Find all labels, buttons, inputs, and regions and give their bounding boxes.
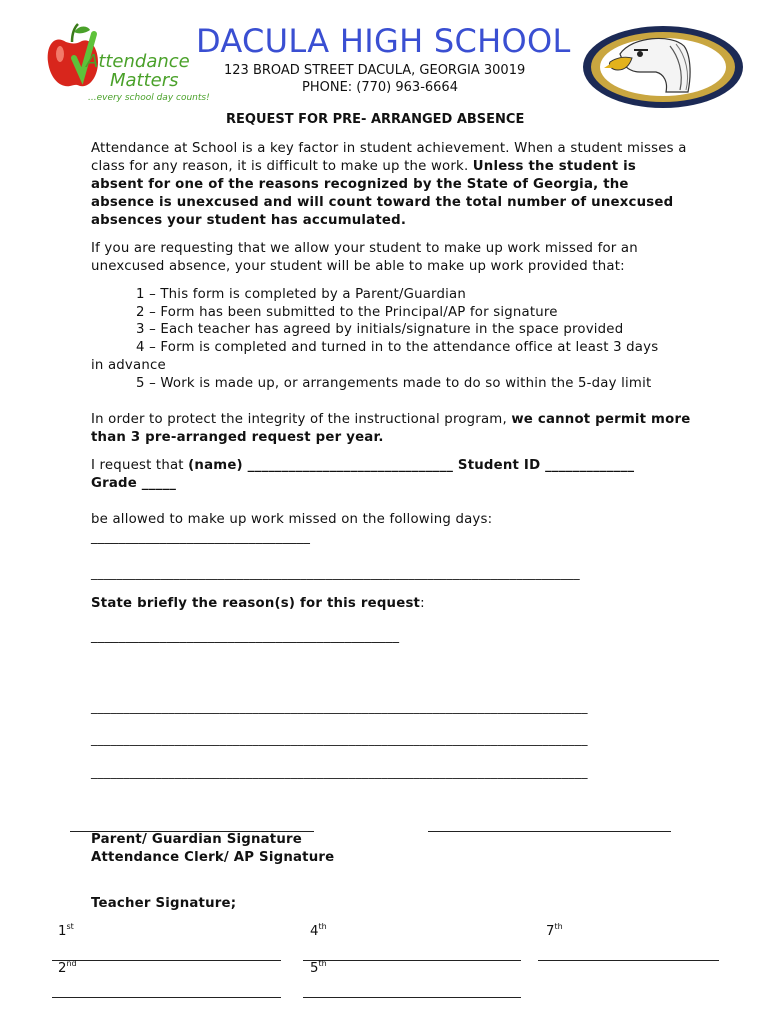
reason-input-line[interactable]: _____________________________________________	[91, 629, 400, 644]
period-1-signature-line[interactable]	[52, 960, 281, 961]
condition-item: 1 – This form is completed by a Parent/Guardian	[136, 287, 466, 302]
condition-item-continued: in advance	[91, 358, 166, 373]
condition-item: 3 – Each teacher has agreed by initials/signature in the space provided	[136, 322, 624, 337]
conditions-intro: If you are requesting that we allow your student to make up work missed for an unexcused absence, your student will be able to make up work provided that:	[91, 241, 638, 274]
school-address: 123 BROAD STREET DACULA, GEORGIA 30019	[224, 63, 526, 78]
integrity-paragraph	[91, 411, 691, 447]
condition-item: 4 – Form is completed and turned in to the attendance office at least 3 days	[136, 340, 659, 355]
eagle-emblem	[580, 24, 746, 110]
intro-text: Attendance at School is a key factor in student achievement. When a student misses a class for any reason, it is difficult to make up the work.	[91, 141, 687, 174]
reason-input-line-3[interactable]: _____________________________________________________________________________	[91, 731, 588, 746]
period-4-label: 4th	[310, 922, 327, 939]
attendance-matters-logo	[44, 20, 216, 108]
reason-colon: :	[420, 596, 425, 611]
request-line[interactable]	[91, 458, 634, 473]
teacher-signature-label: Teacher Signature;	[91, 896, 237, 911]
period-2-signature-line[interactable]	[52, 997, 281, 998]
condition-item: 5 – Work is made up, or arrangements made to do so within the 5-day limit	[136, 376, 652, 391]
clerk-signature-line[interactable]	[428, 831, 671, 832]
name-and-id-fields[interactable]: (name) ______________________________ Student ID _____________	[188, 458, 635, 473]
school-name: DACULA HIGH SCHOOL	[196, 22, 571, 60]
days-input-line[interactable]: ________________________________	[91, 530, 311, 545]
period-5-signature-line[interactable]	[303, 997, 521, 998]
period-2-label: 2nd	[58, 959, 77, 976]
reason-label-text: State briefly the reason(s) for this request	[91, 596, 421, 611]
days-label: be allowed to make up work missed on the following days:	[91, 512, 493, 527]
reason-input-line-4[interactable]: _____________________________________________________________________________	[91, 764, 588, 779]
period-7-label: 7th	[546, 922, 563, 939]
condition-item: 2 – Form has been submitted to the Principal/AP for signature	[136, 305, 558, 320]
period-5-label: 5th	[310, 959, 327, 976]
integrity-text: In order to protect the integrity of the instructional program,	[91, 412, 512, 427]
logo-word-attendance: Attendance	[86, 51, 190, 72]
intro-paragraph	[91, 140, 691, 230]
intro-bold-text: Unless the student is absent for one of the reasons recognized by the State of Georgia, the absence is unexcused and will count toward the total number of unexcused absences your student has accumulated.	[91, 159, 674, 228]
grade-field[interactable]: Grade _____	[91, 476, 177, 491]
school-phone: PHONE: (770) 963-6664	[302, 80, 458, 95]
period-1-label: 1st	[58, 922, 74, 939]
reason-input-line-2[interactable]: _____________________________________________________________________________	[91, 699, 588, 714]
logo-tagline: ...every school day counts!	[88, 93, 210, 103]
logo-word-matters: Matters	[110, 70, 179, 91]
request-prefix: I request that	[91, 458, 189, 473]
period-7-signature-line[interactable]	[538, 960, 719, 961]
parent-signature-label: Parent/ Guardian Signature	[91, 832, 302, 847]
period-4-signature-line[interactable]	[303, 960, 521, 961]
form-title: REQUEST FOR PRE- ARRANGED ABSENCE	[226, 112, 525, 127]
clerk-signature-label: Attendance Clerk/ AP Signature	[91, 850, 335, 865]
reason-label	[91, 596, 425, 611]
integrity-bold-text: we cannot permit more than 3 pre-arranged request per year.	[91, 412, 691, 445]
days-input-line-2[interactable]: _____________________________________________________________________________	[91, 566, 580, 580]
